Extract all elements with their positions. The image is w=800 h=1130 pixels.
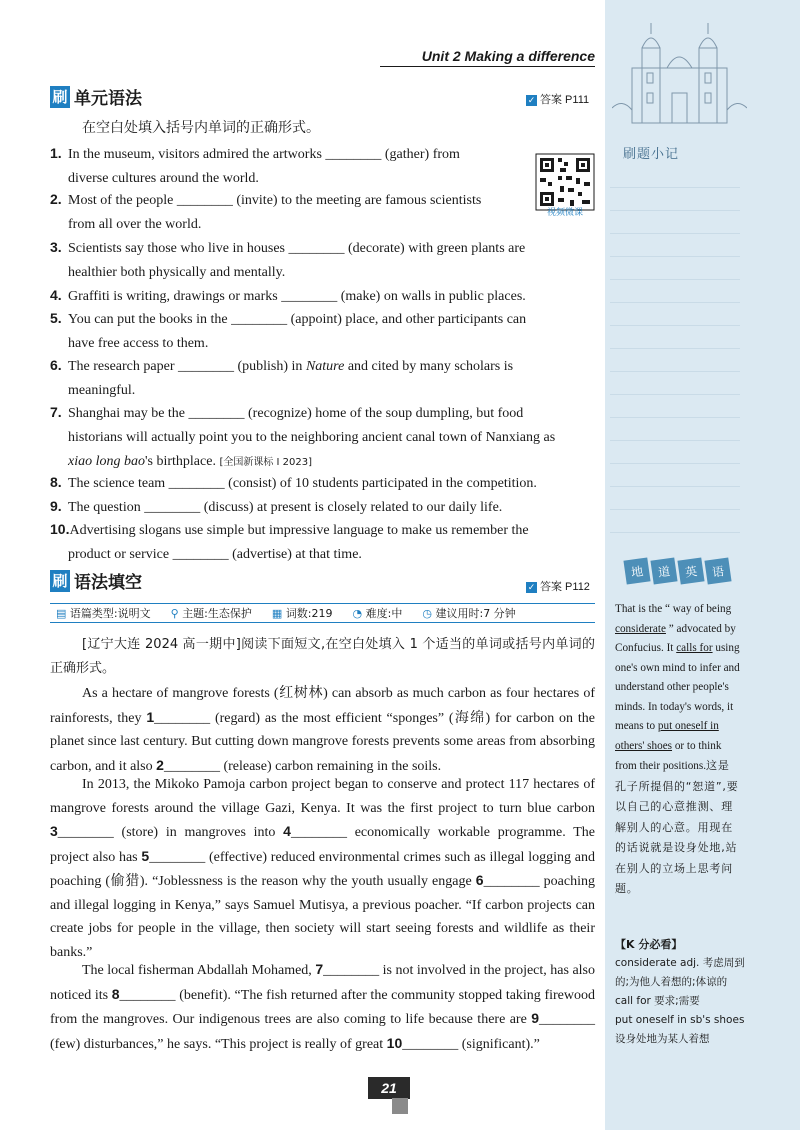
passage-intro: [辽宁大连 2024 高一期中]阅读下面短文,在空白处填入 1 个适当的单词或括号内单词的正确形式。 [50,637,595,676]
section-mark-icon: 刷 [50,86,70,108]
page-number: 21 [368,1077,410,1099]
blank-number: 6 [475,872,484,888]
blank-number: 9 [531,1010,539,1026]
section1-heading [50,84,142,109]
count-icon: ▦ [271,607,283,620]
k-item: put oneself in sb's shoes 设身处地为某人着想 [615,1014,745,1045]
unit-header: Unit 2 Making a difference [380,48,595,67]
question-9: 9. The question ________ (discuss) at present is closely related to our daily life. [50,498,503,515]
question-1: 1. In the museum, visitors admired the artworks ________ (gather) from diverse cultures around the world. [50,145,460,186]
k-box [615,935,745,1049]
blank-number: 3 [50,823,58,839]
check-icon: ✓ [527,582,536,592]
blank-number: 7 [315,961,324,977]
instruction: 在空白处填入括号内单词的正确形式。 [82,120,320,136]
answer-ref[interactable]: ✓ 答案 P111 [527,94,590,106]
note-paper [610,165,740,555]
search-icon: ⚲ [170,607,179,620]
castle-illustration [612,18,747,126]
source-citation: [全国新课标 I 2023] [219,457,313,468]
question-8: 8. The science team ________ (consist) of 10 students participated in the competition. [50,474,537,491]
blank-number: 10 [386,1034,403,1051]
k-title: 【K 分必看】 [615,938,683,951]
passage-paragraph-3: The local fisherman Abdallah Mohamed, 7________ is not involved in the project, has also noticed its 8________ (benefit). “The fish returned after the community stopped taking firewood from the mangroves. Our indigenous trees are also coming to life because there are 9________ (few) disturbances,” he says. “This project is really of great 10________ (significant).” [50,961,596,1052]
question-2: 2. Most of the people ________ (invite) to the meeting are famous scientists from all over the world. [50,191,482,232]
badge-row [625,559,730,583]
clock-icon: ◷ [422,607,432,620]
section2-heading [50,568,142,593]
gauge-icon: ◔ [352,607,363,620]
info-words: ▦ 词数:219 [271,607,333,620]
badge: 语 [704,557,731,584]
k-item: call for 要求;需要 [615,995,700,1007]
answer-ref[interactable]: ✓ 答案 P112 [527,581,590,593]
question-10: 10.Advertising slogans use simple but impressive language to make us remember the product or service ________ (advertise) at that time. [50,521,529,562]
sidebar-english-text: That is the “ way of being considerate ” advocated by Confucius. It calls for using one's own mind to infer and understand other people's minds. In today's words, it means to put oneself in others' shoes or to think from their positions.这是孔子所提倡的“恕道”,要以自己的心意推测、理解别人的心意。用现在的话说就是设身处地,站在别人的立场上思考问题。 [615,603,740,895]
blank-number: 4 [283,823,291,839]
check-icon: ✓ [527,95,536,105]
blank-number: 1 [146,708,155,725]
badge: 道 [650,557,677,584]
info-theme: ⚲ 主题:生态保护 [170,607,252,620]
info-type: ▤ 语篇类型:说明文 [56,607,151,620]
section-title: 单元语法 [74,89,142,109]
badge: 英 [677,557,704,584]
question-3: 3. Scientists say those who live in houses ________ (decorate) with green plants are healthier both physically and mentally. [50,239,526,280]
question-6: 6. The research paper ________ (publish) in Nature and cited by many scholars is meaningful. [50,357,514,398]
blank-number: 5 [141,847,150,864]
blank-number: 8 [111,985,120,1002]
note-title: 刷题小记 [623,146,680,161]
question-4: 4. Graffiti is writing, drawings or marks ________ (make) on walls in public places. [50,287,526,304]
k-item: considerate adj. 考虑周到的;为他人着想的;体谅的 [615,957,745,988]
section-mark-icon: 刷 [50,570,70,592]
passage-paragraph-2: In 2013, the Mikoko Pamoja carbon project began to conserve and protect 117 hectares of mangrove forests around the village Gazi, Kenya. It was the first project to turn blue carbon 3________ (store) in mangroves into 4________ economically workable programme. The project also has 5________ (effective) reduced environmental crimes such as illegal logging and poaching (偷猎). “Joblessness is the reason why the youth usually engage 6________ poaching and illegal logging in Kenya,” says Samuel Mutisya, a previous poacher. “If carbon projects can create jobs for people in the village, then society will start seeing forests and wildlife as their banks.” [50,777,595,960]
info-time: ◷ 建议用时:7 分钟 [422,607,516,620]
info-difficulty: ◔ 难度:中 [352,607,403,620]
question-7: 7. Shanghai may be the ________ (recognize) home of the soup dumpling, but food historians will actually point you to the neighboring ancient canal town of Nanxiang as xiao long bao's birthplace. [全国新课标 I 2023] [50,404,556,469]
passage-paragraph-1: As a hectare of mangrove forests (红树林) can absorb as much carbon as four hectares of rainforests, they 1________ (regard) as the most efficient “sponges” (海绵) for carbon on the planet since last century. But cutting down mangrove forests prevents some areas from absorbing carbon, and it also 2________ (release) carbon remaining in the soils. [50,686,595,774]
section-title: 语法填空 [74,573,142,593]
doc-icon: ▤ [56,607,67,620]
badge: 地 [623,557,650,584]
sidebar-chinese-text: 这是孔子所提倡的“恕道”,要以自己的心意推测、理解别人的心意。用现在的话说就是设身处地,站在别人的立场上思考问题。 [615,759,739,895]
passage-info-bar [50,603,595,623]
blank-number: 2 [156,756,164,773]
video-lesson-label[interactable]: 视频微课 [546,208,583,218]
page-number-decoration [392,1098,408,1114]
question-5: 5. You can put the books in the ________ (appoint) place, and other participants can have free access to them. [50,310,527,351]
